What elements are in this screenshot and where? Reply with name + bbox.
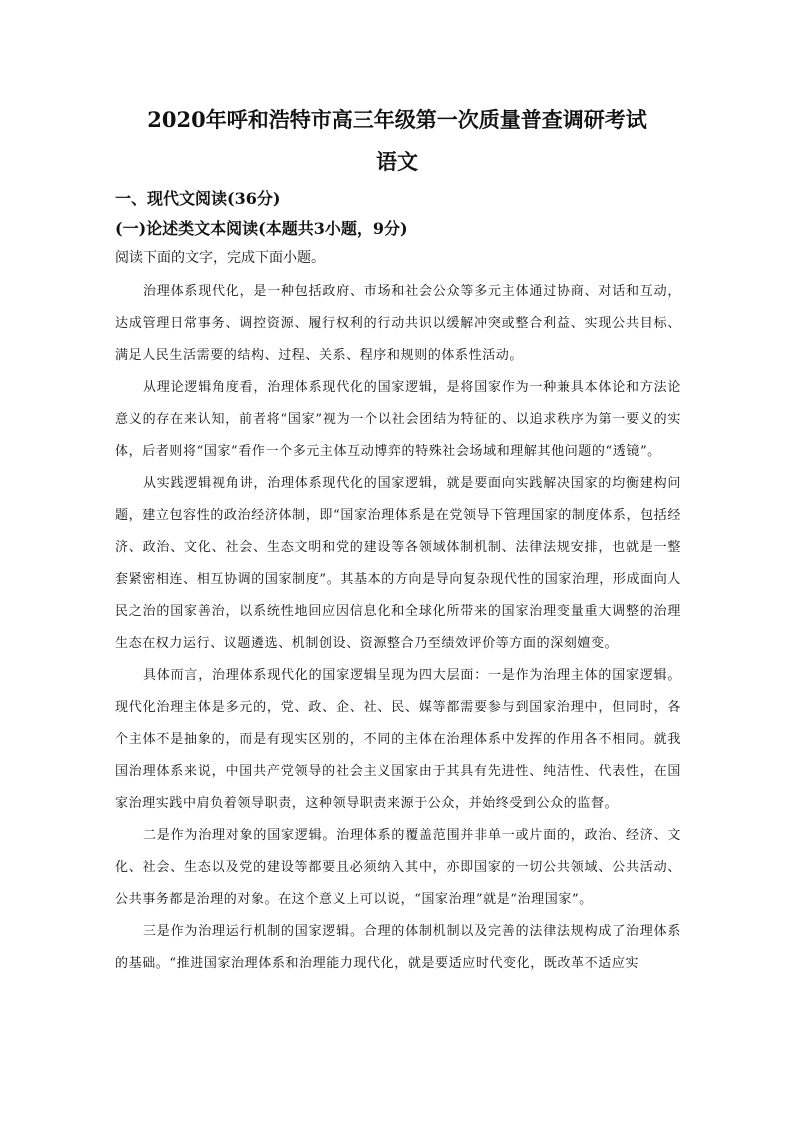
paragraph-1: 治理体系现代化，是一种包括政府、市场和社会公众等多元主体通过协商、对话和互动，达成管理日常事务、调控资源、履行权利的行动共识以缓解冲突或整合利益、实现公共目标、满足人民生活需要的结构、过程、关系、程序和规则的体系性活动。 bbox=[115, 284, 681, 363]
subsection-heading: (一)论述类文本阅读(本题共3小题，9分) bbox=[115, 219, 408, 238]
document-title: 2020年呼和浩特市高三年级第一次质量普查调研考试 bbox=[147, 107, 647, 132]
reading-instruction: 阅读下面的文字，完成下面小题。 bbox=[115, 250, 325, 266]
paragraph-4: 具体而言，治理体系现代化的国家逻辑呈现为四大层面：一是作为治理主体的国家逻辑。现代化治理主体是多元的，党、政、企、社、民、媒等都需要参与到国家治理中，但同时，各个主体不是抽象的，而是有现实区别的，不同的主体在治理体系中发挥的作用各不相同。就我国治理体系来说，中国共产党领导的社会主义国家由于其具有先进性、纯洁性、代表性，在国家治理实践中肩负着领导职责，这种领导职责来源于公众，并始终受到公众的监督。 bbox=[115, 668, 681, 811]
paragraph-5: 二是作为治理对象的国家逻辑。治理体系的覆盖范围并非单一或片面的，政治、经济、文化、社会、生态以及党的建设等都要且必须纳入其中，亦即国家的一切公共领域、公共活动、公共事务都是治理的对象。在这个意义上可以说，“国家治理”就是“治理国家”。 bbox=[115, 828, 681, 907]
paragraph-2: 从理论逻辑角度看，治理体系现代化的国家逻辑，是将国家作为一种兼具本体论和方法论意义的存在来认知，前者将“国家”视为一个以社会团结为特征的、以追求秩序为第一要义的实体，后者则将“国家”看作一个多元主体互动博弈的特殊社会场域和理解其他问题的“透镜”。 bbox=[115, 380, 681, 459]
document-subtitle: 语文 bbox=[376, 149, 418, 174]
article-body bbox=[115, 276, 681, 980]
section-heading: 一、现代文阅读(36分) bbox=[115, 189, 281, 208]
paragraph-6: 三是作为治理运行机制的国家逻辑。合理的体制机制以及完善的法律法规构成了治理体系的基础。“推进国家治理体系和治理能力现代化，就是要适应时代变化，既改革不适应实 bbox=[115, 924, 681, 971]
paragraph-3: 从实践逻辑视角讲，治理体系现代化的国家逻辑，就是要面向实践解决国家的均衡建构问题，建立包容性的政治经济体制，即“国家治理体系是在党领导下管理国家的制度体系，包括经济、政治、文化、社会、生态文明和党的建设等各领域体制机制、法律法规安排，也就是一整套紧密相连、相互协调的国家制度”。其基本的方向是导向复杂现代性的国家治理，形成面向人民之治的国家善治，以系统性地回应因信息化和全球化所带来的国家治理变量重大调整的治理生态在权力运行、议题遴选、机制创设、资源整合乃至绩效评价等方面的深刻嬗变。 bbox=[115, 476, 681, 651]
